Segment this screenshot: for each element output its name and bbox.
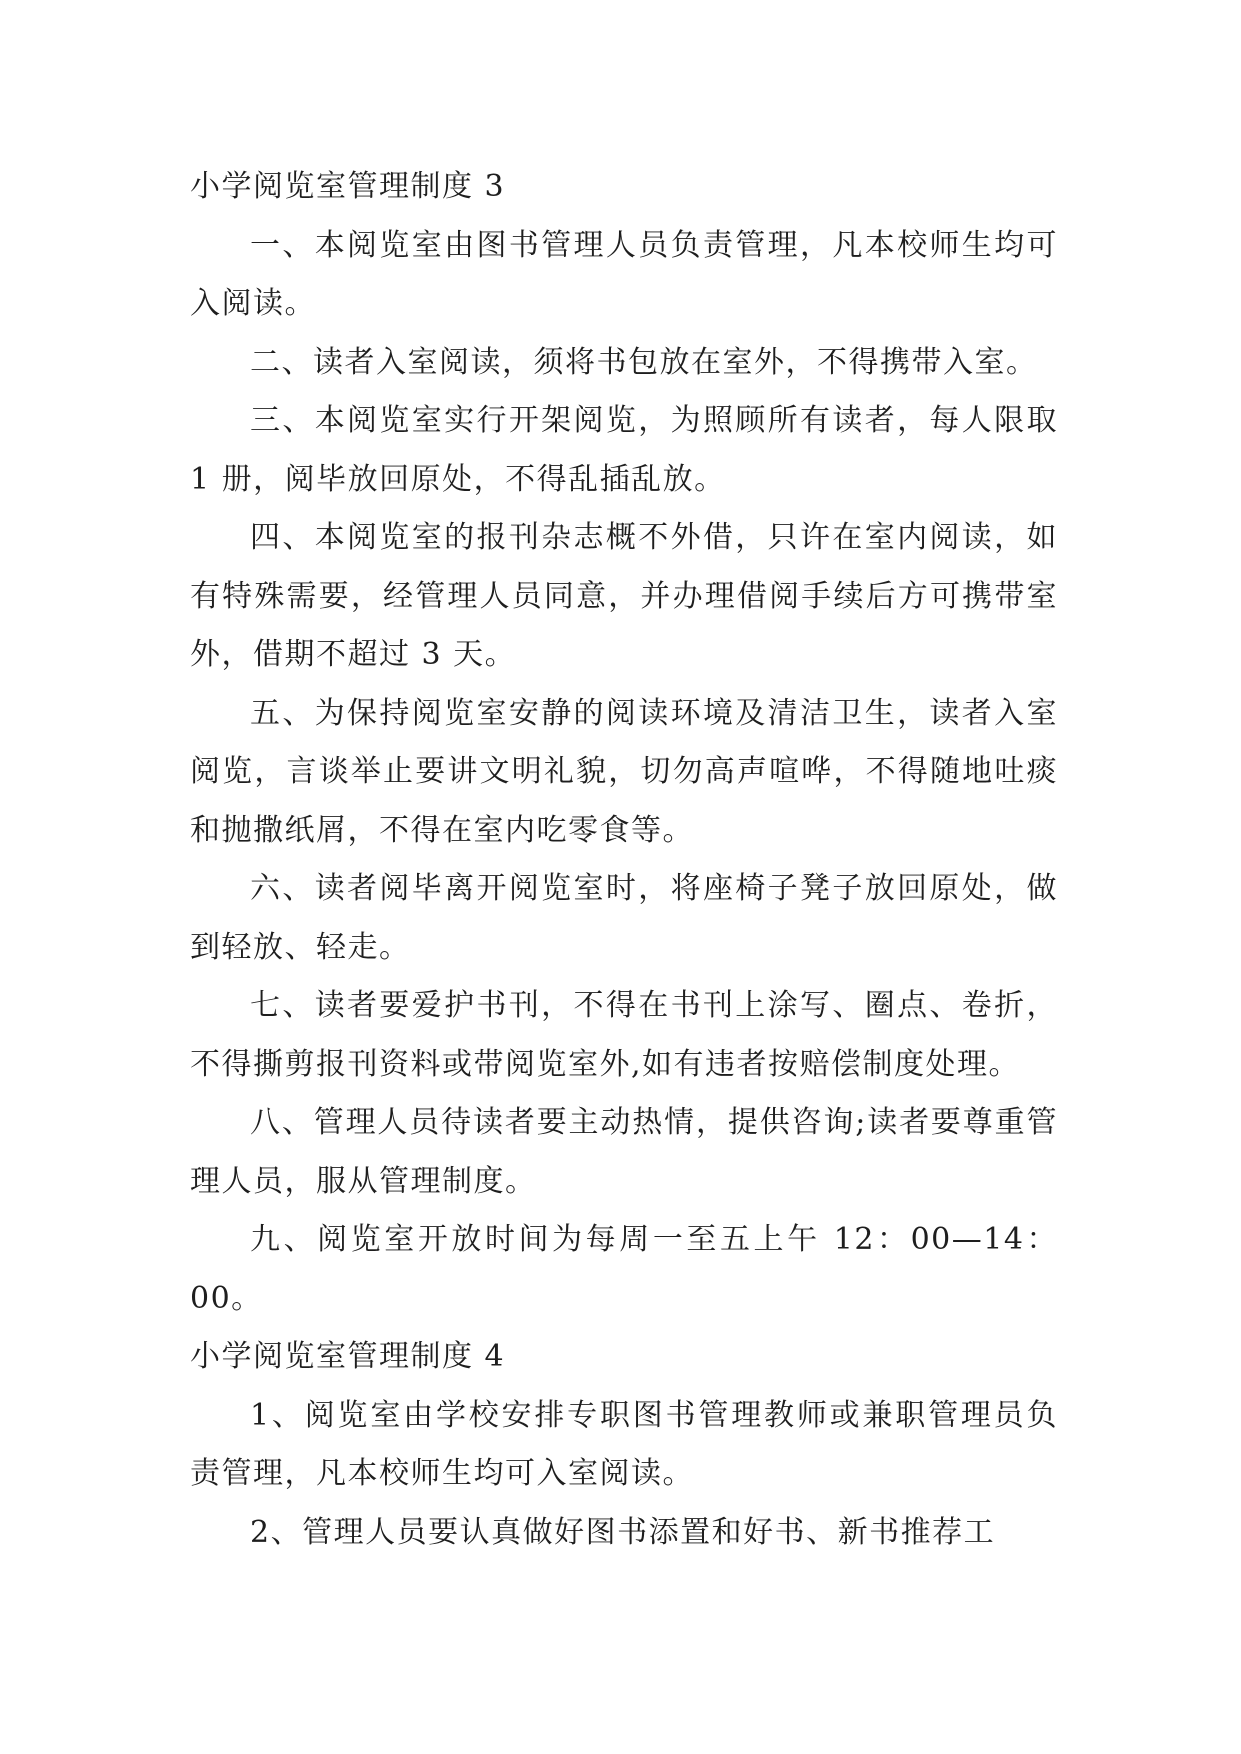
document-body bbox=[190, 158, 1058, 1562]
section-4-rule-1: 1、阅览室由学校安排专职图书管理教师或兼职管理员负责管理，凡本校师生均可入室阅读。 bbox=[190, 1397, 1058, 1491]
section-4-title: 小学阅览室管理制度 4 bbox=[190, 1339, 506, 1374]
section-4-rule-2: 2、管理人员要认真做好图书添置和好书、新书推荐工 bbox=[250, 1514, 996, 1550]
section-3-rule-2: 二、读者入室阅读，须将书包放在室外，不得携带入室。 bbox=[250, 344, 1038, 380]
section-3-rule-6: 六、读者阅毕离开阅览室时，将座椅子凳子放回原处，做到轻放、轻走。 bbox=[190, 871, 1058, 965]
section-3-title: 小学阅览室管理制度 3 bbox=[190, 169, 506, 204]
section-3-rule-7: 七、读者要爱护书刊，不得在书刊上涂写、圈点、卷折，不得撕剪报刊资料或带阅览室外,如有违者按赔偿制度处理。 bbox=[190, 988, 1058, 1082]
section-3-rule-3: 三、本阅览室实行开架阅览，为照顾所有读者，每人限取 1 册，阅毕放回原处，不得乱插乱放。 bbox=[190, 403, 1058, 497]
section-3-rule-9: 九、阅览室开放时间为每周一至五上午 12：00—14：00。 bbox=[190, 1222, 1058, 1316]
section-3-rule-5: 五、为保持阅览室安静的阅读环境及清洁卫生，读者入室阅览，言谈举止要讲文明礼貌，切勿高声喧哗，不得随地吐痰和抛撒纸屑，不得在室内吃零食等。 bbox=[190, 695, 1058, 848]
section-3-rule-1: 一、本阅览室由图书管理人员负责管理，凡本校师生均可入阅读。 bbox=[190, 227, 1058, 321]
section-3-rule-4: 四、本阅览室的报刊杂志概不外借，只许在室内阅读，如有特殊需要，经管理人员同意，并办理借阅手续后方可携带室外，借期不超过 3 天。 bbox=[190, 520, 1058, 672]
section-3-rule-8: 八、管理人员待读者要主动热情，提供咨询;读者要尊重管理人员，服从管理制度。 bbox=[190, 1105, 1058, 1199]
